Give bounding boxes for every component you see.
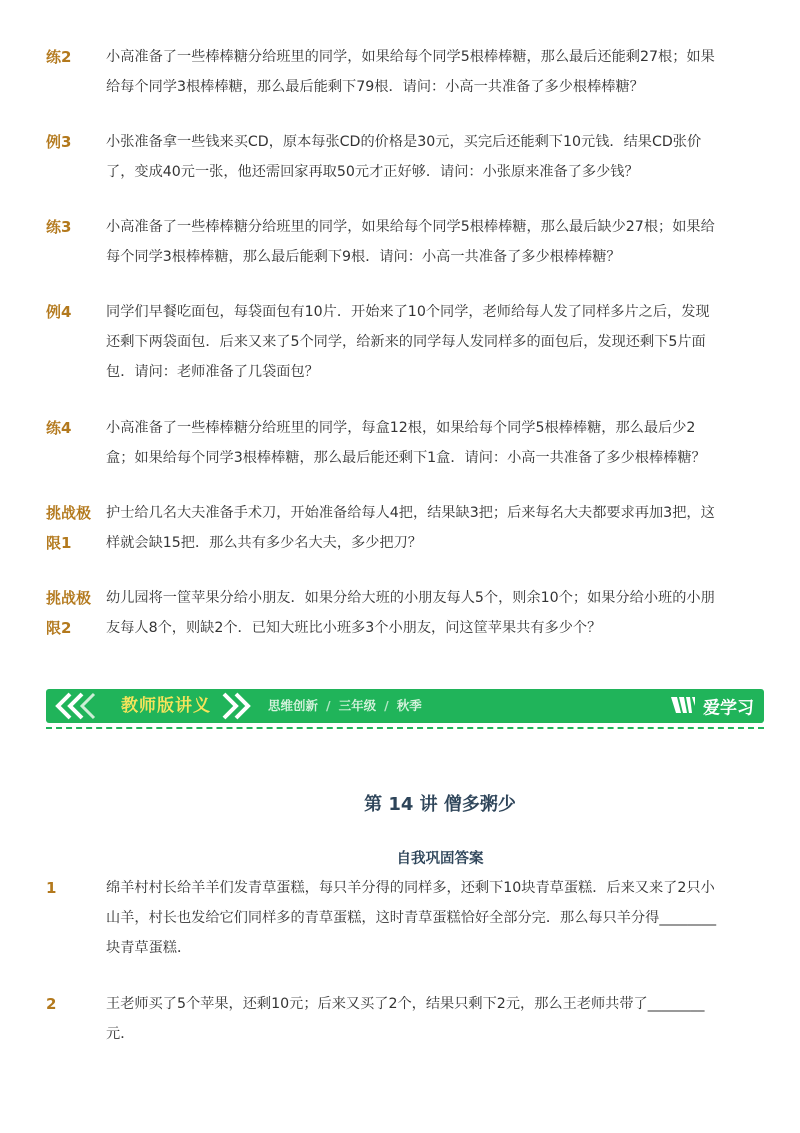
problem-line: 样就会缺15把．那么共有多少名大夫，多少把刀？ [106,535,422,551]
problem-text [106,127,720,187]
problem-line: 小高准备了一些棒棒糖分给班里的同学，如果给每个同学5根棒棒糖，那么最后缺少27根；如果给 [106,219,715,235]
problem-label: 例3 [46,133,72,151]
teacher-edition-banner [46,689,764,723]
problem-line: 还剩下两袋面包．后来又来了5个同学，给新来的同学每人发同样多的面包后，发现还剩下5片面 [106,334,706,350]
answer-number: 2 [46,995,57,1013]
problem-line: 了，变成40元一张，他还需回家再取50元才正好够．请问：小张原来准备了多少钱？ [106,164,639,180]
brand-mark-icon [669,694,697,723]
problem-label: 练2 [46,48,72,66]
problem-line: 包．请问：老师准备了几袋面包？ [106,364,319,380]
crumb-term: 秋季 [396,698,422,713]
answer-number: 1 [46,879,57,897]
problem-label: 挑战极限1 [46,504,92,552]
crumb-grade: 三年级 [338,698,377,713]
problem-line: 每个同学3根棒棒糖，那么最后能剩下9根．请问：小高一共准备了多少根棒棒糖？ [106,249,621,265]
problem-label: 练3 [46,218,72,236]
lecture-title: 第 14 讲 僧多粥少 [364,794,516,815]
problem-text [106,297,720,387]
problem-line: 盒；如果给每个同学3根棒棒糖，那么最后能还剩下1盒．请问：小高一共准备了多少根棒棒糖？ [106,450,706,466]
answer-line: 块青草蛋糕． [106,940,192,956]
answer-line: 王老师买了5个苹果，还剩10元；后来又买了2个，结果只剩下2元，那么王老师共带了________ [106,996,705,1012]
problem-label: 练4 [46,419,72,437]
problem-line: 小张准备拿一些钱来买CD，原本每张CD的价格是30元，买完后还能剩下10元钱．结果CD张价 [106,134,702,150]
banner-divider [46,727,764,729]
answer-line: 山羊，村长也发给它们同样多的青草蛋糕，这时青草蛋糕恰好全部分完．那么每只羊分得________ [106,910,717,926]
problem-line: 给每个同学3根棒棒糖，那么最后能剩下79根．请问：小高一共准备了多少根棒棒糖？ [106,79,644,95]
answer-line: 绵羊村村长给羊羊们发青草蛋糕，每只羊分得的同样多，还剩下10块青草蛋糕．后来又来了2只小 [106,880,715,896]
answer-text [106,989,720,1049]
double-chevron-right-icon [218,691,258,723]
problem-text [106,42,720,102]
problem-line: 护士给几名大夫准备手术刀，开始准备给每人4把，结果缺3把；后来每名大夫都要求再加3把，这 [106,505,715,521]
banner-breadcrumb: 思维创新 / 三年级 / 秋季 [268,698,422,713]
problem-text [106,583,720,643]
problem-line: 幼儿园将一筐苹果分给小朋友．如果分给大班的小朋友每人5个，则余10个；如果分给小班的小朋 [106,590,715,606]
problem-line: 小高准备了一些棒棒糖分给班里的同学，每盒12根，如果给每个同学5根棒棒糖，那么最后少2 [106,420,696,436]
answer-heading: 自我巩固答案 [396,851,484,867]
problem-label: 例4 [46,303,72,321]
brand-logo [669,694,754,723]
problem-text [106,498,720,558]
problem-label: 挑战极限2 [46,589,92,637]
double-chevron-left-icon [54,691,106,723]
answer-line: 元． [106,1026,135,1042]
brand-name: 爱学习 [703,698,754,719]
problem-line: 同学们早餐吃面包，每袋面包有10片．开始来了10个同学，老师给每人发了同样多片之后，发现 [106,304,710,320]
problem-line: 友每人8个，则缺2个．已知大班比小班多3个小朋友，问这筐苹果共有多少个？ [106,620,602,636]
problem-text [106,413,720,473]
problem-text [106,212,720,272]
problem-line: 小高准备了一些棒棒糖分给班里的同学，如果给每个同学5根棒棒糖，那么最后还能剩27根；如果 [106,49,715,65]
banner-title: 教师版讲义 [121,696,211,716]
answer-text [106,873,720,963]
crumb-subject: 思维创新 [268,698,319,713]
